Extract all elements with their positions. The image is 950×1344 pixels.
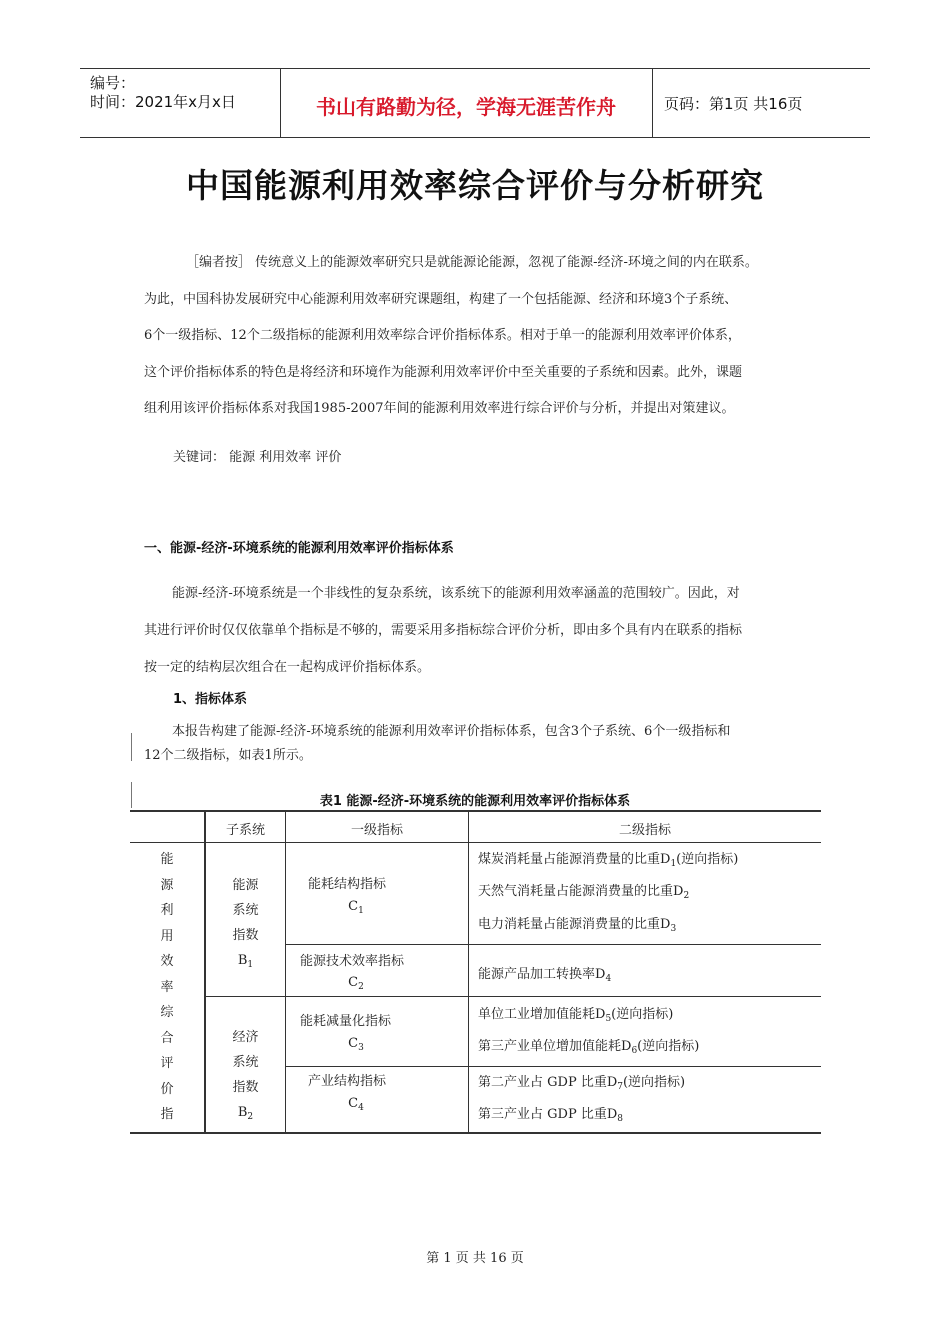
- subsystem-code: $B_1$: [237, 953, 254, 970]
- table-root-label: [130, 847, 204, 1128]
- level2-indicator: 天然气消耗量占能源消费量的比重$D_2$: [478, 884, 690, 901]
- table-rule: [205, 996, 821, 997]
- subsystem-line: 能源: [232, 878, 259, 893]
- abstract: [144, 245, 812, 428]
- subsection-heading: 1、指标体系: [173, 692, 248, 707]
- doc-date-label: 时间：2021年x月x日: [90, 93, 236, 111]
- table-caption: 表1 能源-经济-环境系统的能源利用效率评价指标体系: [319, 794, 631, 809]
- doc-number-label: 编号：: [90, 74, 136, 92]
- level2-indicator: 单位工业增加值能耗$D_5$(逆向指标): [478, 1007, 674, 1024]
- level1-code: $C_1$: [348, 899, 364, 916]
- table-rule-header: [130, 842, 821, 843]
- level1-code: $C_3$: [348, 1036, 364, 1053]
- subsystem-cell: [206, 873, 285, 978]
- indicator-table: [130, 810, 821, 1135]
- body-line: 按一定的结构层次组合在一起构成评价指标体系。: [144, 660, 431, 675]
- body-line: 12个二级指标，如表1所示。: [144, 748, 312, 763]
- root-char: 价: [160, 1081, 174, 1097]
- root-char: 率: [160, 979, 174, 995]
- root-char: 利: [160, 903, 174, 918]
- table-rule-bottom: [130, 1132, 821, 1134]
- table-col-divider: [468, 810, 469, 1133]
- level1-code: $C_4$: [348, 1096, 364, 1113]
- root-char: 合: [160, 1030, 174, 1046]
- table-rule-top: [130, 810, 821, 812]
- abstract-line: 为此，中国科协发展研究中心能源利用效率研究课题组，构建了一个包括能源、经济和环境3个子系统、: [144, 291, 738, 307]
- abstract-line: 组利用该评价指标体系对我国1985-2007年间的能源利用效率进行综合评价与分析，并提出对策建议。: [144, 401, 735, 416]
- header-motto: 书山有路勤为径，学海无涯苦作舟: [316, 95, 616, 119]
- level2-indicator: 第三产业占 GDP 比重$D_8$: [478, 1107, 623, 1124]
- subsystem-line: 指数: [232, 1080, 259, 1095]
- header-divider: [652, 69, 653, 137]
- level2-indicator: 第三产业单位增加值能耗$D_6$(逆向指标): [478, 1039, 700, 1056]
- keywords: 关键词： 能源 利用效率 评价: [173, 450, 342, 465]
- abstract-line: 6个一级指标、12个二级指标的能源利用效率综合评价指标体系。相对于单一的能源利用效率评价体系，: [144, 328, 741, 343]
- body-line: 能源-经济-环境系统是一个非线性的复杂系统，该系统下的能源利用效率涵盖的范围较广。因此，对: [172, 586, 740, 601]
- subsystem-line: 经济: [232, 1030, 259, 1045]
- abstract-line: 这个评价指标体系的特色是将经济和环境作为能源利用效率评价中至关重要的子系统和因素。此外，课题: [144, 364, 743, 380]
- abstract-line: ［编者按］ 传统意义上的能源效率研究只是就能源论能源，忽视了能源-经济-环境之间的内在联系。: [186, 255, 758, 270]
- level1-name: 能耗减量化指标: [300, 1014, 392, 1029]
- subsystem-line: 系统: [232, 1055, 259, 1070]
- body-line: 其进行评价时仅仅依靠单个指标是不够的，需要采用多指标综合评价分析，即由多个具有内在联系的指标: [144, 623, 743, 638]
- root-char: 评: [160, 1056, 174, 1071]
- level1-name: 能耗结构指标: [308, 877, 387, 892]
- subsystem-code: $B_2$: [237, 1105, 254, 1122]
- level2-indicator: 电力消耗量占能源消费量的比重$D_3$: [478, 917, 677, 934]
- root-char: 综: [160, 1005, 174, 1020]
- table-header-cell: 一级指标: [350, 823, 403, 838]
- level1-code: $C_2$: [348, 975, 364, 992]
- table-col-divider: [285, 810, 286, 1133]
- page-title: 中国能源利用效率综合评价与分析研究: [186, 166, 764, 205]
- table-rule: [285, 944, 821, 945]
- page-footer: 第 1 页 共 16 页: [426, 1251, 524, 1266]
- level1-name: 产业结构指标: [308, 1074, 387, 1089]
- root-char: 源: [160, 877, 174, 893]
- subsystem-cell: [206, 1025, 285, 1130]
- subsystem-line: 指数: [232, 928, 259, 943]
- table-header-cell: 子系统: [225, 823, 265, 838]
- text-cursor-mark: [131, 733, 132, 761]
- table-header-cell: 二级指标: [618, 823, 671, 838]
- root-char: 指: [160, 1107, 174, 1122]
- section-heading: 一、能源-经济-环境系统的能源利用效率评价指标体系: [144, 541, 454, 556]
- document-header: [80, 68, 870, 138]
- root-char: 用: [160, 928, 174, 944]
- level2-indicator: 第二产业占 GDP 比重$D_7$(逆向指标): [478, 1075, 686, 1092]
- level2-indicator: 能源产品加工转换率$D_4$: [478, 967, 612, 984]
- subsection-body: [144, 720, 812, 768]
- subsystem-line: 系统: [232, 903, 259, 918]
- root-char: 效: [160, 954, 174, 969]
- level2-indicator: 煤炭消耗量占能源消费量的比重$D_1$(逆向指标): [478, 852, 739, 869]
- section-body: [144, 575, 812, 686]
- body-line: 本报告构建了能源-经济-环境系统的能源利用效率评价指标体系，包含3个子系统、6个一级指标和: [172, 724, 731, 739]
- page-indicator: 页码：第1页 共16页: [664, 95, 803, 113]
- table-rule: [285, 1066, 821, 1067]
- level1-name: 能源技术效率指标: [300, 954, 405, 969]
- root-char: 能: [160, 852, 174, 867]
